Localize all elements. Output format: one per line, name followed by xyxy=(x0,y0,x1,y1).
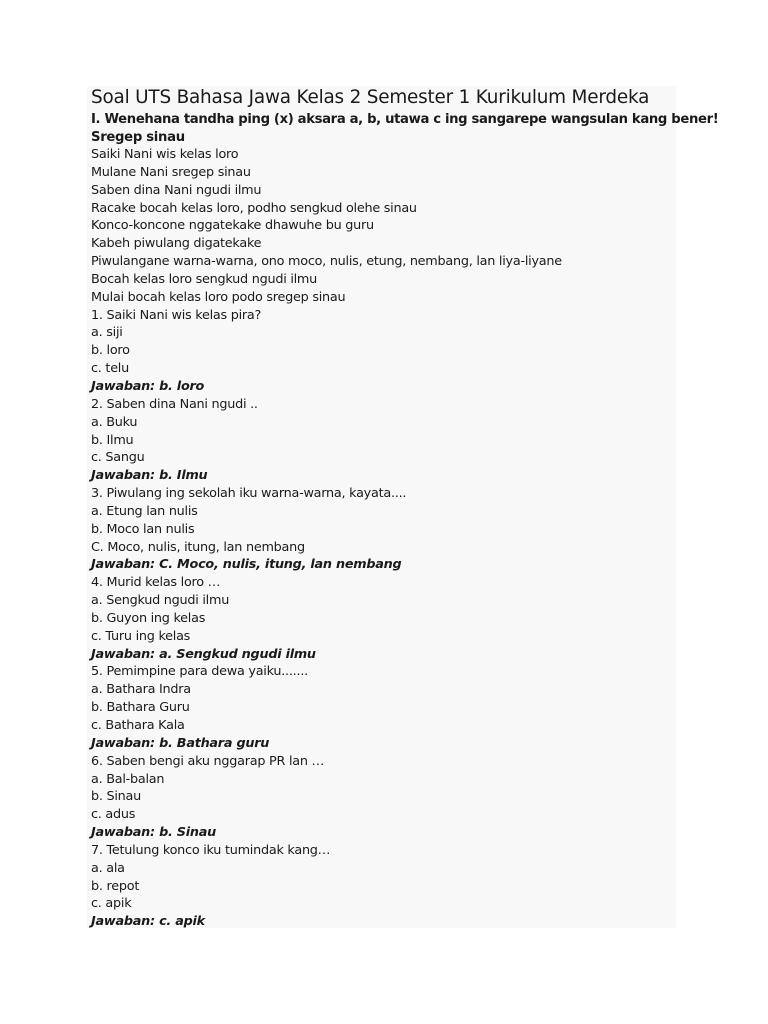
option-a: a. Bathara Indra xyxy=(91,682,191,698)
option-b: b. Ilmu xyxy=(91,432,134,448)
option-b: b. Moco lan nulis xyxy=(91,521,195,537)
option-a: a. Sengkud ngudi ilmu xyxy=(91,593,230,609)
question-1 xyxy=(91,307,681,396)
reading-line: Mulane Nani sregep sinau xyxy=(91,164,251,180)
option-a: a. Bal-balan xyxy=(91,771,165,787)
question-text: 1. Saiki Nani wis kelas pira? xyxy=(91,307,262,323)
answer-text: Jawaban: a. Sengkud ngudi ilmu xyxy=(91,646,316,662)
answer-text: Jawaban: c. apik xyxy=(91,914,205,930)
option-c: c. telu xyxy=(91,361,129,377)
reading-line: Saiki Nani wis kelas loro xyxy=(91,147,239,162)
document-content xyxy=(91,86,719,931)
option-c: c. adus xyxy=(91,807,136,823)
option-a: a. Etung lan nulis xyxy=(91,503,198,519)
option-b: b. Guyon ing kelas xyxy=(91,610,206,626)
option-c: C. Moco, nulis, itung, lan nembang xyxy=(91,539,305,555)
reading-title: Sregep sinau xyxy=(91,130,185,145)
question-text: 2. Saben dina Nani ngudi .. xyxy=(91,396,258,412)
option-b: b. Bathara Guru xyxy=(91,700,190,716)
question-7 xyxy=(91,842,681,931)
option-b: b. Sinau xyxy=(91,789,141,805)
question-3 xyxy=(91,485,681,574)
question-6 xyxy=(91,753,681,842)
option-c: c. Bathara Kala xyxy=(91,718,185,733)
reading-line: Piwulangane warna-warna, ono moco, nulis, etung, nembang, lan liya-liyane xyxy=(91,254,562,270)
question-text: 5. Pemimpine para dewa yaiku....... xyxy=(91,664,308,680)
document-title: Soal UTS Bahasa Jawa Kelas 2 Semester 1 Kurikulum Merdeka xyxy=(91,87,650,108)
reading-passage xyxy=(91,146,681,307)
answer-text: Jawaban: b. Ilmu xyxy=(91,468,208,484)
question-2 xyxy=(91,396,681,485)
question-text: 6. Saben bengi aku nggarap PR lan … xyxy=(91,753,325,769)
reading-line: Kabeh piwulang digatekake xyxy=(91,236,262,252)
option-b: b. repot xyxy=(91,878,140,894)
option-b: b. loro xyxy=(91,343,130,359)
question-text: 7. Tetulung konco iku tumindak kang… xyxy=(91,842,331,858)
answer-text: Jawaban: C. Moco, nulis, itung, lan nembang xyxy=(91,557,402,573)
question-text: 3. Piwulang ing sekolah iku warna-warna, kayata.... xyxy=(91,486,407,502)
option-c: c. Turu ing kelas xyxy=(91,628,191,644)
reading-line: Bocah kelas loro sengkud ngudi ilmu xyxy=(91,271,318,287)
option-c: c. Sangu xyxy=(91,450,145,466)
reading-line: Saben dina Nani ngudi ilmu xyxy=(91,182,262,198)
reading-line: Racake bocah kelas loro, podho sengkud olehe sinau xyxy=(91,200,417,216)
reading-line: Konco-koncone nggatekake dhawuhe bu guru xyxy=(91,218,374,234)
question-4 xyxy=(91,574,681,663)
answer-text: Jawaban: b. Bathara guru xyxy=(91,735,270,751)
option-c: c. apik xyxy=(91,896,132,912)
answer-text: Jawaban: b. loro xyxy=(91,378,205,394)
answer-text: Jawaban: b. Sinau xyxy=(91,825,217,841)
option-a: a. Buku xyxy=(91,414,138,430)
reading-line: Mulai bocah kelas loro podo sregep sinau xyxy=(91,289,346,305)
question-text: 4. Murid kelas loro … xyxy=(91,575,221,591)
option-a: a. ala xyxy=(91,860,125,876)
option-a: a. siji xyxy=(91,325,123,341)
instruction-text: I. Wenehana tandha ping (x) aksara a, b, utawa c ing sangarepe wangsulan kang bener! xyxy=(91,112,719,127)
question-5 xyxy=(91,663,681,752)
